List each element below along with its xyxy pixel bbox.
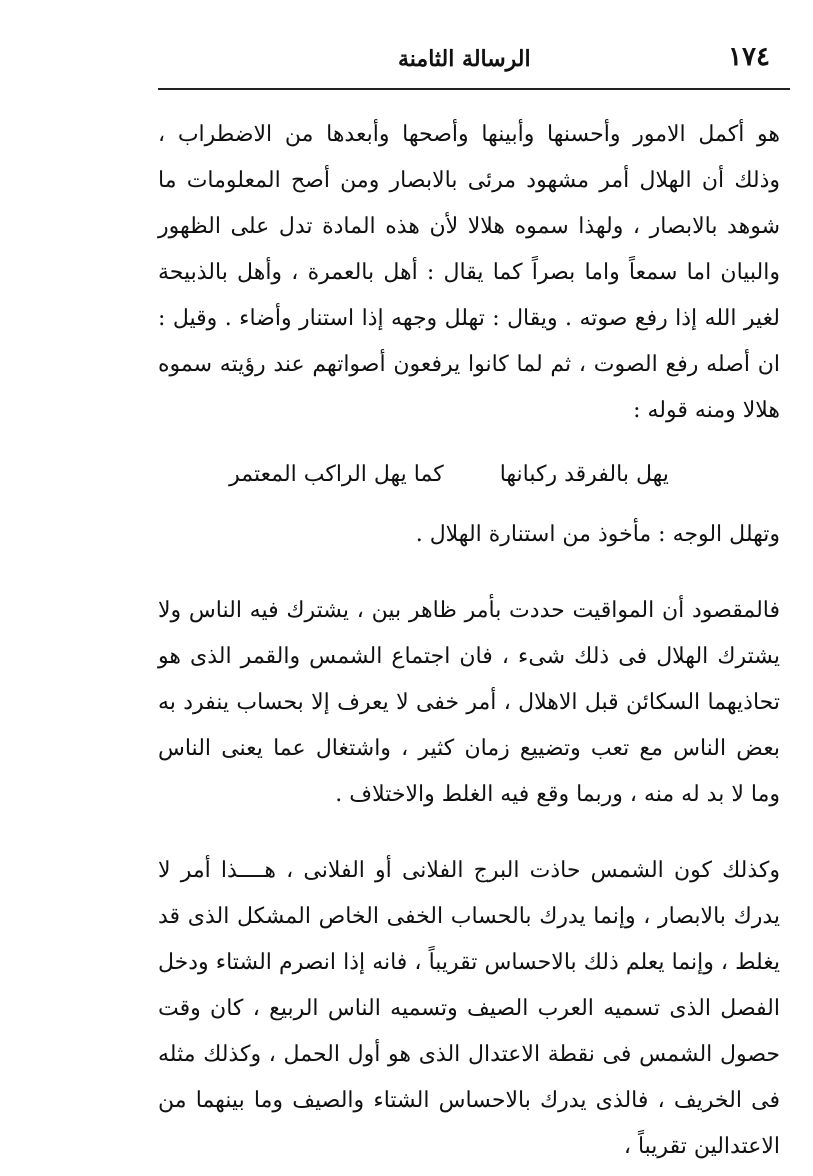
poetry-verse xyxy=(158,452,780,498)
header-rule xyxy=(158,88,790,90)
running-title: الرسالة الثامنة xyxy=(398,46,531,72)
paragraph-2: وتهلل الوجه : مأخوذ من استنارة الهلال . xyxy=(415,522,780,547)
page-number: ١٧٤ xyxy=(728,42,770,72)
paragraph-4: وكذلك كون الشمس حاذت البرج الفلانى أو الفلانى ، هــــذا أمر لا يدرك بالابصار ، وإنما يدرك بالحساب الخفى الخاص المشكل الذى قد يغلط ، وإنما يعلم ذلك بالاحساس تقريباً ، فانه إذا انصرم الشتاء ودخل الفصل الذى تسميه العرب الصيف وتسميه الناس الربيع ، كان وقت حصول الشمس فى نقطة الاعتدال الذى هو أول الحمل ، وكذلك مثله فى الخريف ، فالذى يدرك بالاحساس الشتاء والصيف وما بينهما من الاعتدالين تقريباً ، xyxy=(158,858,780,1159)
page-header xyxy=(158,38,790,90)
verse-second-hemistich: كما يهل الراكب المعتمر xyxy=(229,462,444,487)
paragraph-3: فالمقصود أن المواقيت حددت بأمر ظاهر بين ، يشترك فيه الناس ولا يشترك الهلال فى ذلك شىء ، فان اجتماع الشمس والقمر الذى هو تحاذيهما السكائن قبل الاهلال ، أمر خفى لا يعرف إلا بحساب ينفرد به بعض الناس مع تعب وتضييع زمان كثير ، واشتغال عما يعنى الناس وما لا بد له منه ، وربما وقع فيه الغلط والاختلاف . xyxy=(158,598,780,807)
paragraph-1: هو أكمل الامور وأحسنها وأبينها وأصحها وأبعدها من الاضطراب ، وذلك أن الهلال أمر مشهود مرئى بالابصار ومن أصح المعلومات ما شوهد بالابصار ، ولهذا سموه هلالا لأن هذه المادة تدل على الظهور والبيان اما سمعاً واما بصراً كما يقال : أهل بالعمرة ، وأهل بالذبيحة لغير الله إذا رفع صوته . ويقال : تهلل وجهه إذا استنار وأضاء . وقيل : ان أصله رفع الصوت ، ثم لما كانوا يرفعون أصواتهم عند رؤيته سموه هلالا ومنه قوله : xyxy=(158,122,780,423)
body-text xyxy=(158,112,780,1170)
verse-first-hemistich: يهل بالفرقد ركبانها xyxy=(499,462,669,487)
